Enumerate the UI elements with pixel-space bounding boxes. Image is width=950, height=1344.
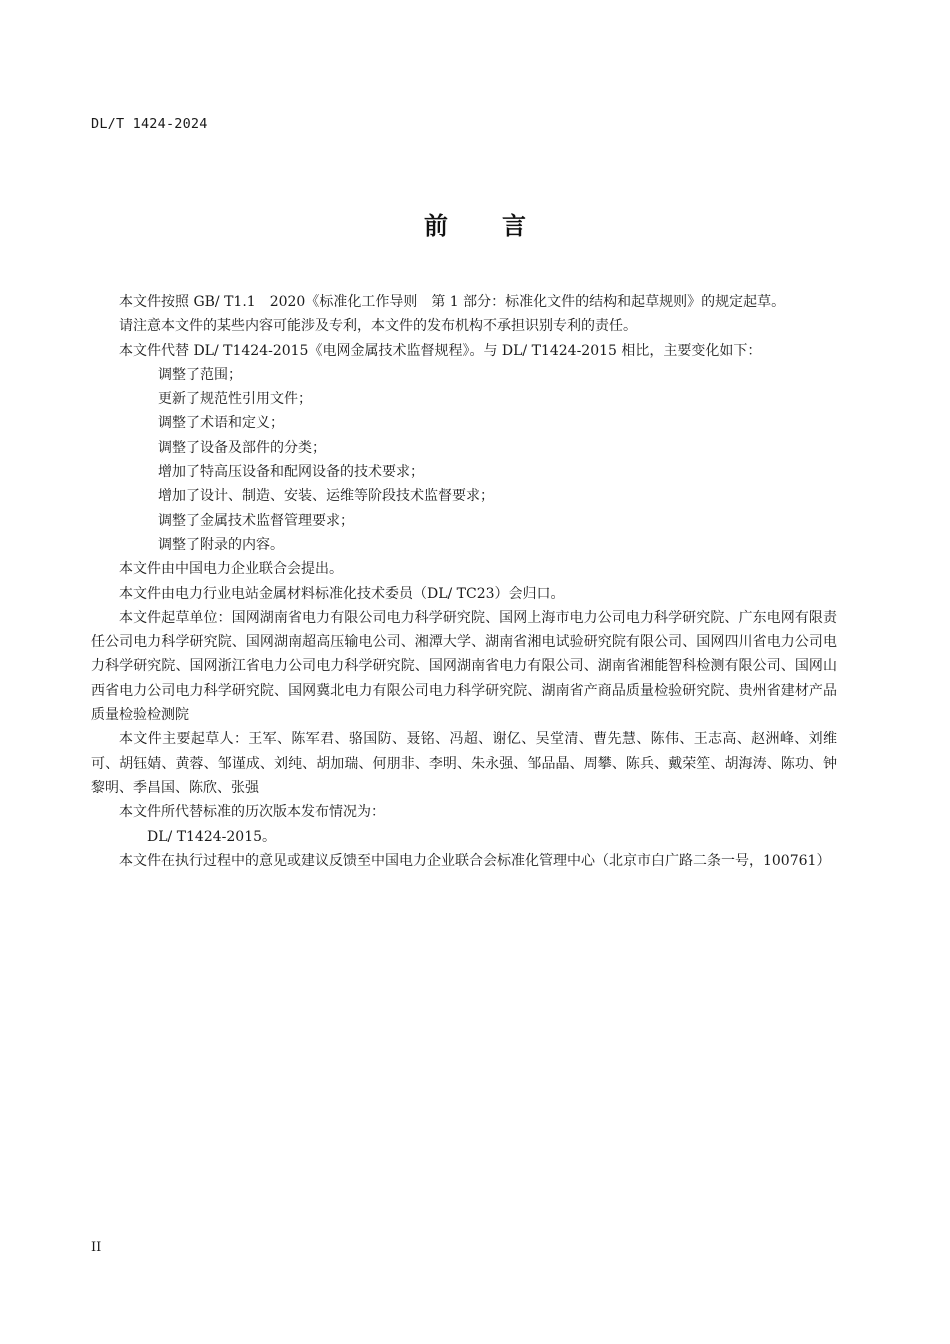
paragraph-centralized: 本文件由电力行业电站金属材料标准化技术委员（DL/ TC23）会归口。 xyxy=(119,585,565,602)
list-item: 增加了特高压设备和配网设备的技术要求； xyxy=(158,464,424,481)
paragraph-feedback: 本文件在执行过程中的意见或建议反馈至中国电力企业联合会标准化管理中心（北京市白广路二条一号，100761） xyxy=(119,852,831,869)
document-body xyxy=(91,290,837,873)
list-item: 调整了术语和定义； xyxy=(158,415,284,432)
paragraph-patent-notice: 请注意本文件的某些内容可能涉及专利，本文件的发布机构不承担识别专利的责任。 xyxy=(119,318,637,335)
paragraph-replacement: 本文件代替 DL/ T1424-2015《电网金属技术监督规程》。与 DL/ T1424-2015 相比，主要变化如下： xyxy=(119,342,762,359)
paragraph-drafting-basis: 本文件按照 GB/ T1.1 2020《标准化工作导则 第 1 部分：标准化文件的结构和起草规则》的规定起草。 xyxy=(119,294,786,310)
paragraph-history-intro: 本文件所代替标准的历次版本发布情况为： xyxy=(119,804,385,821)
page-title: 前言 xyxy=(424,212,580,240)
changes-list xyxy=(91,363,837,557)
list-item: 增加了设计、制造、安装、运维等阶段技术监督要求； xyxy=(158,488,494,505)
paragraph-history-version: DL/ T1424-2015。 xyxy=(147,828,277,845)
list-item: 调整了范围； xyxy=(158,366,242,383)
page-number: II xyxy=(91,1240,102,1255)
standard-code: DL/T 1424-2024 xyxy=(91,116,208,132)
paragraph-drafting-units: 本文件起草单位：国网湖南省电力有限公司电力科学研究院、国网上海市电力公司电力科学研究院、广东电网有限责任公司电力科学研究院、国网湖南超高压输电公司、湘潭大学、湖南省湘电试验研究院有限公司、国网四川省电力公司电力科学研究院、国网浙江省电力公司电力科学研究院、国网湖南省电力有限公司、湖南省湘能智科检测有限公司、国网山西省电力公司电力科学研究院、国网冀北电力有限公司电力科学研究院、湖南省产商品质量检验研究院、贵州省建材产品质量检验检测院 xyxy=(91,609,837,724)
list-item: 更新了规范性引用文件； xyxy=(158,391,312,408)
list-item: 调整了金属技术监督管理要求； xyxy=(158,512,354,529)
paragraph-main-drafters: 本文件主要起草人：王军、陈军君、骆国防、聂铭、冯超、谢亿、吴堂清、曹先慧、陈伟、王志高、赵洲峰、刘维可、胡钰婧、黄蓉、邹谨成、刘纯、胡加瑞、何朋非、李明、朱永强、邹品晶、周攀、陈兵、戴荣笙、胡海涛、陈功、钟黎明、季昌国、陈欣、张强 xyxy=(91,731,837,796)
list-item: 调整了附录的内容。 xyxy=(158,536,284,553)
paragraph-proposer: 本文件由中国电力企业联合会提出。 xyxy=(119,561,343,578)
list-item: 调整了设备及部件的分类； xyxy=(158,439,326,456)
